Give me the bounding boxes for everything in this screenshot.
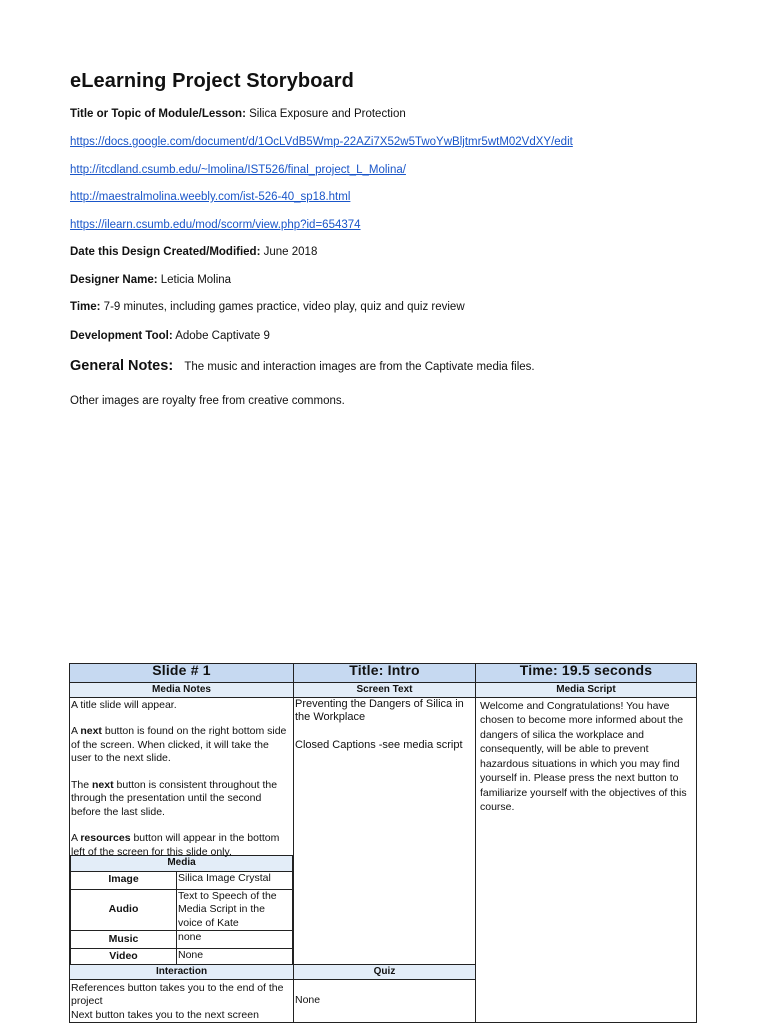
notes-p4: A resources button will appear in the bottom left of the screen for this slide only.: [71, 832, 280, 858]
general-notes-label: General Notes:: [70, 358, 174, 374]
media-script-header: Media Script: [476, 683, 697, 698]
module-label: Title or Topic of Module/Lesson:: [70, 108, 246, 120]
media-label-audio: Audio: [71, 889, 177, 931]
module-value: Silica Exposure and Protection: [249, 108, 406, 120]
media-label-music: Music: [71, 931, 177, 949]
slide-title: Title: Intro: [294, 664, 476, 683]
media-script-text: Welcome and Congratulations! You have chosen to become more informed about the dangers of silica the workplace and consequently, will be able to prevent hazardous situations in which you may find yourself in. Please press the next button to familiarize yourself with the objectives of this course.: [480, 699, 687, 813]
screen-text-cell: [294, 697, 476, 965]
interaction-header: Interaction: [70, 965, 294, 980]
link-ilearn[interactable]: https://ilearn.csumb.edu/mod/scorm/view.php?id=654374: [70, 219, 361, 231]
time-label: Time:: [70, 301, 101, 313]
general-notes-line: [70, 358, 535, 374]
media-value-audio: Text to Speech of the Media Script in the voice of Kate: [177, 889, 293, 931]
notes-p2: A next button is found on the right bottom side of the screen. When clicked, it will take the user to the next slide.: [71, 725, 287, 764]
date-line: [70, 246, 317, 258]
media-notes-header: Media Notes: [70, 683, 294, 698]
quiz-cell: [294, 979, 476, 1023]
designer-value: Leticia Molina: [160, 274, 232, 286]
date-value: June 2018: [263, 246, 318, 258]
tool-label: Development Tool:: [70, 330, 173, 342]
quiz-header: Quiz: [294, 965, 476, 980]
media-notes-cell: [70, 697, 294, 965]
media-table: [70, 855, 293, 965]
interaction-line-2: Next button takes you to the next screen: [71, 1008, 259, 1021]
interaction-line-1: References button takes you to the end of the project: [71, 981, 284, 1007]
designer-line: [70, 274, 231, 286]
link-project-site[interactable]: http://itcdland.csumb.edu/~lmolina/IST526/final_project_L_Molina/: [70, 164, 406, 176]
media-value-image: Silica Image Crystal: [177, 871, 293, 889]
storyboard-table: [69, 663, 697, 1023]
time-value: 7-9 minutes, including games practice, video play, quiz and quiz review: [103, 301, 465, 313]
other-notes: Other images are royalty free from creative commons.: [70, 395, 345, 407]
media-label-video: Video: [71, 949, 177, 965]
date-label: Date this Design Created/Modified:: [70, 246, 261, 258]
designer-label: Designer Name:: [70, 274, 158, 286]
screen-text-title: Preventing the Dangers of Silica in the Workplace: [295, 697, 464, 723]
media-value-music: none: [177, 931, 293, 949]
page-title: eLearning Project Storyboard: [70, 70, 354, 92]
notes-p3: The next button is consistent throughout the through the presentation until the second before the last slide.: [71, 778, 278, 818]
general-notes-value: The music and interaction images are from the Captivate media files.: [184, 361, 535, 373]
link-google-doc[interactable]: https://docs.google.com/document/d/1OcLVdB5Wmp-22AZi7X52w5TwoYwBljtmr5wtM02VdXY/edit: [70, 136, 573, 148]
time-line: [70, 301, 465, 313]
interaction-cell: [70, 979, 294, 1023]
media-header: Media: [71, 855, 293, 871]
tool-value: Adobe Captivate 9: [175, 330, 270, 342]
tool-line: [70, 330, 270, 342]
media-script-cell: [476, 697, 697, 1023]
media-label-image: Image: [71, 871, 177, 889]
slide-time: Time: 19.5 seconds: [476, 664, 697, 683]
screen-text-captions: Closed Captions -see media script: [295, 738, 463, 751]
module-line: [70, 108, 406, 120]
link-weebly[interactable]: http://maestralmolina.weebly.com/ist-526-40_sp18.html: [70, 191, 351, 203]
notes-p1: A title slide will appear.: [71, 698, 177, 711]
media-value-video: None: [177, 949, 293, 965]
quiz-value: None: [295, 994, 321, 1006]
slide-number: Slide # 1: [70, 664, 294, 683]
screen-text-header: Screen Text: [294, 683, 476, 698]
